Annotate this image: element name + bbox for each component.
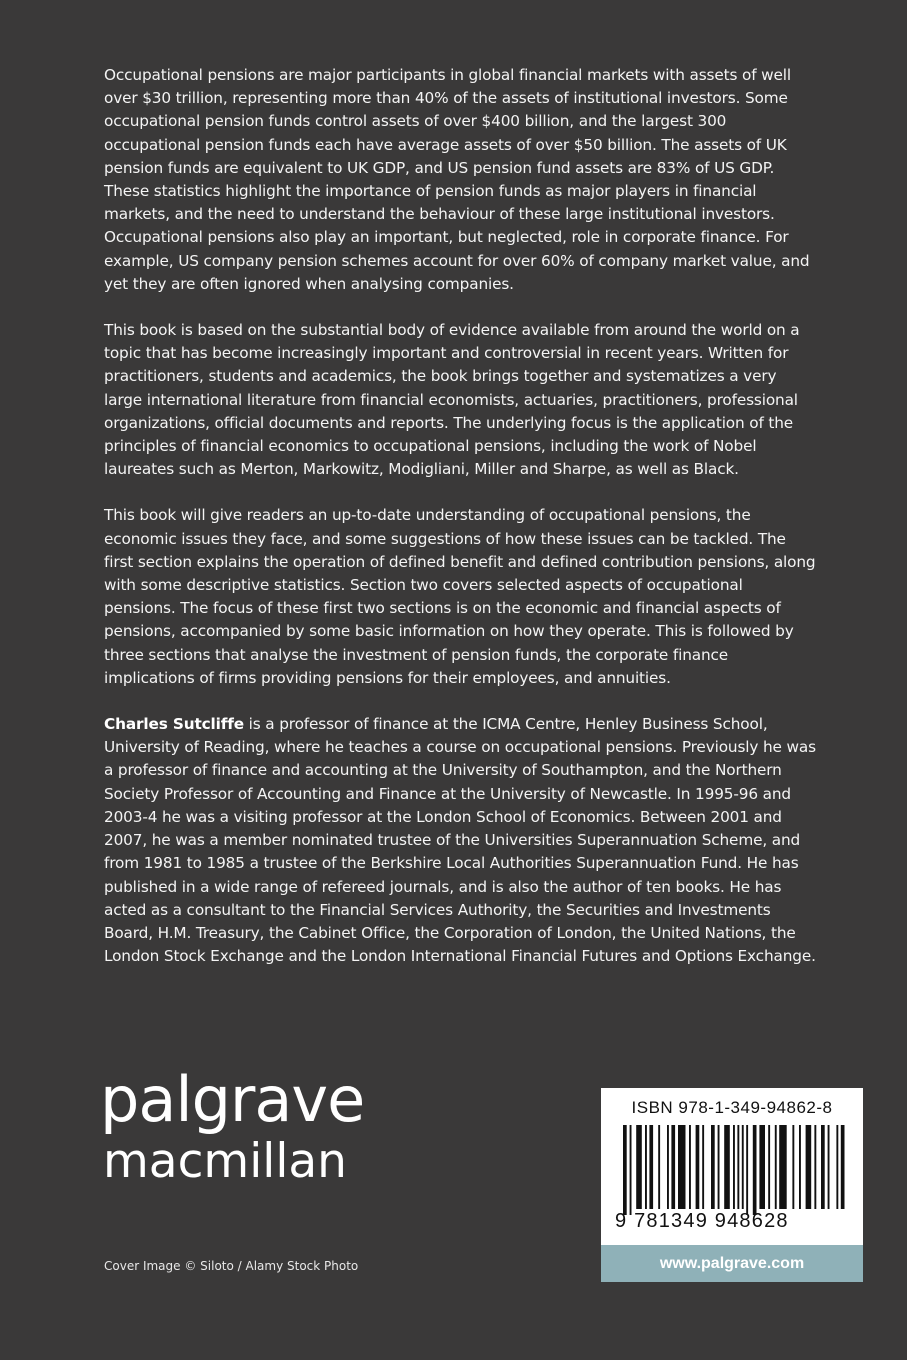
barcode-bar	[841, 1125, 845, 1209]
barcode-bar	[671, 1125, 675, 1209]
barcode-bar	[814, 1125, 816, 1209]
barcode-bar	[658, 1125, 660, 1209]
barcode-bar	[753, 1125, 757, 1215]
publisher-logo-line2: macmillan	[103, 1134, 347, 1189]
barcode-bar	[711, 1125, 715, 1209]
barcode-bar	[718, 1125, 720, 1209]
cover-image-credit: Cover Image © Siloto / Alamy Stock Photo	[104, 1259, 359, 1273]
barcode-bar	[678, 1125, 686, 1209]
barcode-bar	[821, 1125, 825, 1209]
barcode-image	[623, 1125, 845, 1215]
author-name: Charles Sutcliffe	[104, 715, 244, 734]
publisher-logo	[100, 1065, 400, 1189]
barcode-bar	[746, 1125, 748, 1215]
barcode-bar	[737, 1125, 739, 1209]
barcode-bar	[759, 1125, 765, 1209]
barcode-bar	[724, 1125, 730, 1209]
barcode-bar	[792, 1125, 794, 1209]
barcode-bar	[645, 1125, 647, 1209]
author-bio	[104, 713, 816, 968]
barcode-digits: 9 781349 948628	[615, 1210, 789, 1232]
publisher-website[interactable]: www.palgrave.com	[601, 1245, 863, 1282]
barcode-bar	[689, 1125, 691, 1209]
barcode-bar	[806, 1125, 812, 1209]
barcode-bar	[696, 1125, 700, 1209]
barcode-bar	[799, 1125, 801, 1209]
publisher-logo-line1: palgrave	[100, 1063, 365, 1136]
barcode-bar	[667, 1125, 669, 1209]
barcode-bar	[742, 1125, 744, 1209]
barcode-bar	[702, 1125, 704, 1209]
blurb-text	[104, 64, 816, 991]
isbn-label: ISBN 978-1-349-94862-8	[631, 1098, 833, 1117]
blurb-paragraph-1: Occupational pensions are major participants in global financial markets with assets of well over $30 trillion, representing more than 40% of the assets of institutional investors. Some occupational pension funds control assets of over $400 billion, and the largest 300 occupational pension funds each have average assets of over $50 billion. The assets of UK pension funds are equivalent to UK GDP, and US pension fund assets are 83% of US GDP. These statistics highlight the importance of pension funds as major players in financial markets, and the need to understand the behaviour of these large institutional investors. Occupational pensions also play an important, but neglected, role in corporate finance. For example, US company pension schemes account for over 60% of company market value, and yet they are often ignored when analysing companies.	[104, 66, 810, 293]
barcode-bar	[630, 1125, 632, 1215]
blurb-paragraph-3: This book will give readers an up-to-date understanding of occupational pensions, the economic issues they face, and some suggestions of how these issues can be tackled. The first section explains the operation of defined benefit and defined contribution pensions, along with some descriptive statistics. Section two covers selected aspects of occupational pensions. The focus of these first two sections is on the economic and financial aspects of pensions, accompanied by some basic information on how they operate. This is followed by three sections that analyse the investment of pension funds, the corporate finance implications of firms providing pensions for their employees, and annuities.	[104, 506, 816, 687]
barcode-bar	[649, 1125, 653, 1209]
barcode-bar	[636, 1125, 642, 1209]
barcode-bar	[775, 1125, 777, 1209]
barcode-bar	[836, 1125, 838, 1209]
barcode-bar	[623, 1125, 627, 1215]
barcode-bar	[733, 1125, 735, 1209]
blurb-paragraph-2: This book is based on the substantial body of evidence available from around the world on a topic that has become increasingly important and controversial in recent years. Written for practitioners, students and academics, the book brings together and systematizes a very large international literature from financial economists, actuaries, practitioners, professional organizations, official documents and reports. The underlying focus is the application of the principles of financial economics to occupational pensions, including the work of Nobel laureates such as Merton, Markowitz, Modigliani, Miller and Sharpe, as well as Black.	[104, 321, 800, 479]
barcode-bar	[828, 1125, 830, 1209]
barcode-panel	[601, 1088, 863, 1282]
barcode-bar	[768, 1125, 770, 1209]
barcode-bar	[779, 1125, 787, 1209]
author-bio-text: is a professor of finance at the ICMA Centre, Henley Business School, University of Reading, where he teaches a course on occupational pensions. Previously he was a professor of finance and accounting at the University of Southampton, and the Northern Society Professor of Accounting and Finance at the University of Newcastle. In 1995-96 and 2003-4 he was a visiting professor at the London School of Economics. Between 2001 and 2007, he was a member nominated trustee of the Universities Superannuation Scheme, and from 1981 to 1985 a trustee of the Berkshire Local Authorities Superannuation Fund. He has published in a wide range of refereed journals, and is also the author of ten books. He has acted as a consultant to the Financial Services Authority, the Securities and Investments Board, H.M. Treasury, the Cabinet Office, the Corporation of London, the United Nations, the London Stock Exchange and the London International Financial Futures and Options Exchange.	[104, 715, 816, 966]
